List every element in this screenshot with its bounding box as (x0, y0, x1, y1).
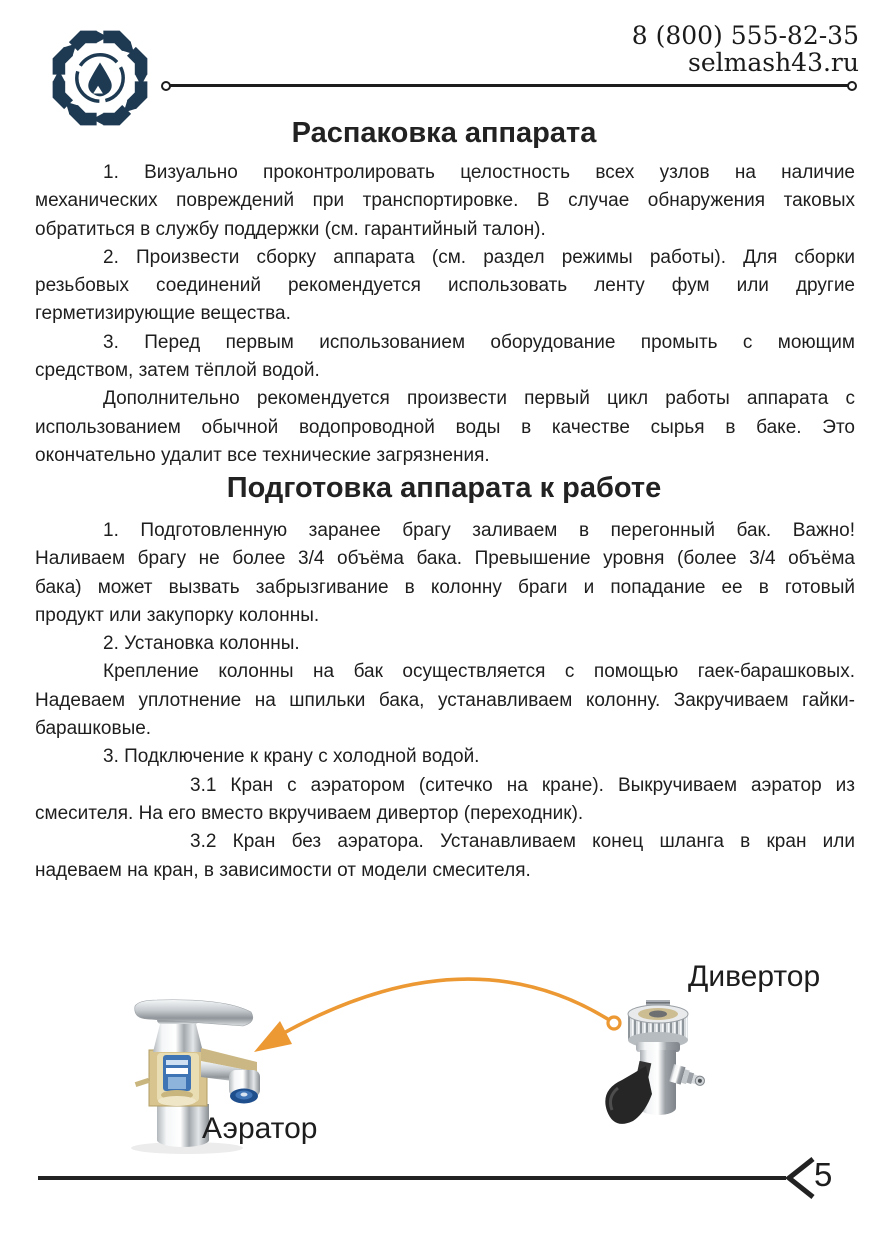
text-line: 3.2 Кран без аэратора. Устанавливаем конец шланга в кран или (190, 831, 855, 853)
phone-number: 8 (800) 555-82-35 (631, 21, 859, 50)
paragraph (35, 743, 855, 771)
text-line: Надеваем уплотнение на шпильки бака, устанавливаем колонну. Закручиваем гайки- (35, 689, 855, 711)
text-line: резьбовых соединений рекомендуется использовать ленту фум или другие (35, 275, 855, 297)
diverter-label: Дивертор (688, 960, 821, 993)
paragraph (35, 828, 855, 885)
text-line: Дополнительно рекомендуется произвести первый цикл работы аппарата с (103, 388, 855, 410)
text-line: средством, затем тёплой водой. (35, 360, 320, 382)
paragraph (35, 517, 855, 630)
text-line: надеваем на кран, в зависимости от модели смесителя. (35, 859, 531, 881)
text-line: 3. Перед первым использованием оборудование промыть с моющим (103, 331, 855, 353)
divider-end-ring-icon (847, 81, 857, 91)
text-line: использованием обычной водопроводной воды в качестве сырья в баке. Это (35, 416, 855, 438)
paragraph (35, 630, 855, 658)
paragraph (35, 159, 855, 244)
text-line: 3. Подключение к крану с холодной водой. (103, 746, 480, 768)
text-line: Наливаем брагу не более 3/4 объёма бака. Превышение уровня (более 3/4 объёма (35, 548, 855, 570)
text-line: смесителя. На его вместо вкручиваем дивертор (переходник). (35, 802, 584, 824)
text-line: механических повреждений при транспортировке. В случае обнаружения таковых (35, 190, 855, 212)
text-line: 2. Произвести сборку аппарата (см. раздел режимы работы). Для сборки (103, 246, 855, 268)
footer-divider (38, 1176, 786, 1180)
section-body-preparation (35, 517, 855, 885)
header-contacts (632, 22, 859, 76)
section-body-unpacking (35, 159, 855, 470)
text-line: барашковые. (35, 718, 152, 740)
paragraph (35, 772, 855, 829)
paragraph (35, 329, 855, 386)
text-line: 3.1 Кран с аэратором (ситечко на кране). Выкручиваем аэратор из (190, 774, 855, 796)
paragraph (35, 244, 855, 329)
page-number: 5 (814, 1156, 833, 1193)
chevron-left-icon (782, 1156, 816, 1200)
divider-bar (170, 84, 848, 87)
header-divider (161, 80, 857, 91)
paragraph (35, 385, 855, 470)
text-line: 1. Визуально проконтролировать целостность всех узлов на наличие (103, 162, 855, 183)
replace-arrow-icon (230, 928, 650, 1078)
section-title-unpacking: Распаковка аппарата (291, 117, 597, 149)
aerator-label: Аэратор (202, 1112, 318, 1145)
text-line: обратиться в службу поддержки (см. гарантийный талон). (35, 218, 546, 240)
paragraph (35, 658, 855, 743)
section-title-preparation: Подготовка аппарата к работе (226, 472, 662, 504)
text-line: герметизирующие вещества. (35, 303, 291, 325)
text-line: окончательно удалит все технические загрязнения. (35, 444, 490, 466)
text-line: 2. Установка колонны. (103, 633, 300, 655)
text-line: продукт или закупорку колонны. (35, 604, 320, 626)
text-line: Крепление колонны на бак осуществляется с помощью гаек-барашковых. (103, 661, 855, 683)
website-url: selmash43.ru (688, 48, 859, 77)
text-line: бака) может вызвать забрызгивание в колонну браги и попадание ее в готовый (35, 576, 855, 598)
text-line: 1. Подготовленную заранее брагу заливаем в перегонный бак. Важно! (103, 520, 855, 541)
